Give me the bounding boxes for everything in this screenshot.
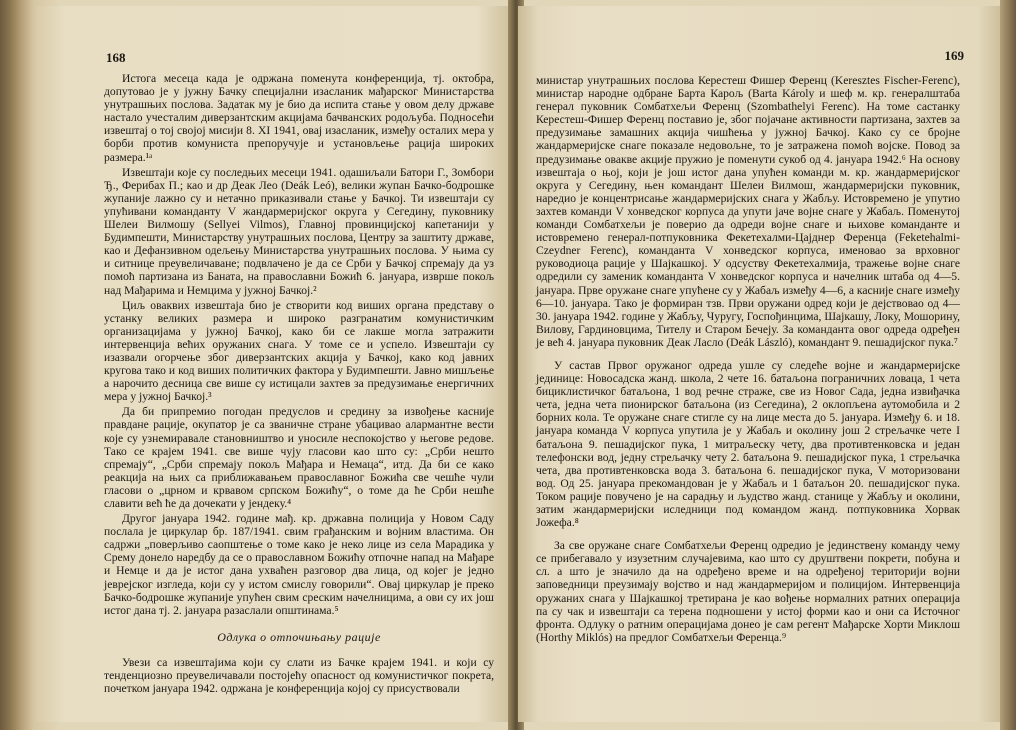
paragraph: За све оружане снаге Сомбатхељи Ференц одредио је јединствену команду чему се прибегавало у изузетним случајевима, као што су друштвени покрети, побуна и сл. а што је значило да на одређено време и на одређеној територији војни заповедници преузимају војство и над жандармеријом и полицијом. Интервенција оружаних снага у Шајкашкој третирана је као вођење нормалних ратних операција па су чак и извештаји са терена подношени у истој форми као и они са Источног фронта. Одлуку о ратним операцијама донео је сам регент Мађарске Хорти Миклош (Horthy Miklós) на предлог Сомбатхељи Ференца.⁹ bbox=[536, 539, 960, 644]
paragraph: Истога месеца када је одржана поменута конференција, тј. октобра, допутовао је у јужну Бачку специјални изасланик мађарског Министарства унутрашњих послова. Задатак му је био да испита стање у овом делу државе настало учесталим диверзантским акцијама бачванских родољуба. Подносећи извештај о тој својој мисији 8. XI 1941, овај изасланик, између осталих мера у борби против комуниста препоручује и установљење рација широких размера.¹ᵃ bbox=[104, 72, 494, 164]
right-text-column bbox=[536, 74, 960, 646]
paragraph: Другог јануара 1942. године мађ. кр. државна полиција у Новом Саду послала је циркулар бр. 187/1941. свим грађанским и војним властима. Он садржи „поверљиво саопштење о томе како је неко лице из села Марадика у Срему донело наредбу да се о православном Божићу отпочне напад на Мађаре и Немце и да је истог дана ухваћен разговор два лица, од којег је једно јеврејског изгледа, који су у истом смислу говорили“. Овај циркулар је преко Бачко-бодрошке жупаније упућен свим среским начелницима, а ови су их још истог дана тј. 2. јануара разаслали општинама.⁵ bbox=[104, 512, 494, 617]
paragraph: У састав Првог оружаног одреда ушле су следеће војне и жандармеријске јединице: Новосадска жанд. школа, 2 чете 16. батаљона пограничних ловаца, 1 чета бициклистичког батаљона, 1 вод речне страже, све из Новог Сада, једна извиђачка чета, једна чета пионирског батаљона (из Сегедина), 2 оклопљена аутомобила и 2 борних кола. Те оружане снаге стигле су на лице места до 5. јануара. Између 6. и 18. јануара команда V корпуса упутила је у Жабаљ и околину још 2 стрељачке чете I батаљона 9. пешадијског пука, 1 митраљеску чету, два противтенковска и један телефонски вод, једну стрељачку чету 2. батаљона 9. пешадијског пука, 1 стрељачка чета, два противтенковска вода 3. батаљона 6. пешадијског пука, V моторизовани вод. Од 25. јануара прекомандован је у Жабаљ и 1 батаљон 20. пешадијског пука. Током рације повучено је на сарадњу и људство жанд. станице у Жабљу и околини, затим жандармеријски иследници под командом жанд. потпуковника Хорвак Јожефа.⁸ bbox=[536, 358, 960, 530]
page-number: 168 bbox=[106, 50, 126, 65]
paragraph: министар унутрашњих послова Керестеш Фишер Ференц (Keresztes Fischer-Ferenc), министар народне одбране Барта Карољ (Barta Károly и шеф м. кр. генералштаба генерал пуковник Сомбатхељи Ференц (Szombathelyi Ferenc). На томе састанку Керестеш-Фишер Ференц поставио је, због појачане активности партизана, захтев за предузимање замашних акција чишћења у јужној Бачкој. Како су се бројне жандармеријске снаге показале недовољне, то је затражена помоћ војске. Повод за предузимање овакве акције пружио је поменути сукоб од 4. јануара 1942.⁶ На основу извештаја о њој, који је још истог дана упућен команди м. кр. жандармеријског округа у Сегедину, њен командант Шелеи Вилмош, жандармеријски пуковник, наредио је концентрисање жандармеријских снага у Жабљу. Истовремено је упутио захтев команди V хонведског корпуса да упути јаче војне снаге у Жабаљ. Поменутој команди Сомбатхељи је поверио да одреди војне снаге и њихове команданте и истовремено генерал-потпуковника Фекетехалми-Цајднер Ференца (Feketehalmi-Czeydner Ferenc), команданта V хонведског корпуса, именовао за врховног руководиоца рације у Шајкашкој. У одсуству Фекетехалмија, тражење војне снаге одредили су заменик команданта V хонведског корпуса и начелник штаба од 4—5. јануара. Прве оружане снаге упућене су у Жабаљ између 4—6, а касније снаге између 6—10. јануара. Тако је формиран тзв. Први оружани одред који је дејствовао од 4—30. јануара 1942. године у Жабљу, Чуругу, Госпођинцима, Шајкашу, Локу, Мошорину, Вилову, Гардиновцима, Тителу и Старом Бечеју. За команданта овог одреда одређен је већ 4. јануара пуковник Деак Ласло (Deák László), командант 9. пешадијског пука.⁷ bbox=[536, 74, 960, 349]
book-edge bbox=[1000, 0, 1016, 730]
right-page bbox=[518, 6, 1000, 722]
paragraph: Извештаји које су последњих месеци 1941. одашиљали Батори Г., Зомбори Ђ., Ферибах П.; као и др Деак Лео (Deák Leó), велики жупан Бачко-бодрошке жупаније лажно су и нетачно приказивали стање у Бачкој. Ти извештаји су упућивани команданту V жандармеријског округа у Сегедину, пуковнику Шелеи Вилмошу (Sellyei Vilmos), Главној провинцијској капетанији у Будимпешти, Министарству унутрашњих послова, Центру за заштиту државе, као и Дефанзивном одељењу Министарства унутрашњих послова. У њима су и ситнице преувеличаване; подвлачено је да се Срби у Бачкој спремају да уз помоћ партизана из Баната, на православни Божић 6. јануара, изврше покољ над Мађарима и Немцима у јужној Бачкој.² bbox=[104, 165, 494, 297]
page-number: 169 bbox=[944, 48, 964, 63]
section-heading: Одлука о отпочињању рације bbox=[217, 629, 381, 644]
paragraph: Увези са извештајима који су слати из Бачке крајем 1941. и који су тенденциозно преувеличавали постојећу опасност од комунистичког покрета, почетком јануара 1942. одржана је конференција којој су присуствовали bbox=[104, 655, 494, 696]
paragraph: Да би припремио погодан предуслов и средину за извођење касније правдане рације, окупатор је са званичне стране убацивао алармантне вести које су узнемиравале становништво и уносиле неспокојство у његове редове. Тако се крајем 1941. све више чују гласови као што су: „Срби нешто спремају“, „Срби спремају покољ Мађара и Немаца“, итд. Да би се како реакција на њих са приближавањем православног Божића све чешће чули гласови о „црном и крвавом српском Божићу“, о томе да ће Срби нешће славити већ ће да дочекати у јендеку.⁴ bbox=[104, 405, 494, 510]
left-text-column bbox=[104, 72, 494, 697]
paragraph: Циљ оваквих извештаја био је створити код виших органа представу о устанку великих размера и широко разгранатим комунистичким организацијама у јужној Бачкој, како би се лакше могла затражити интервенција већих оружаних снага. У томе се и успело. Извештаји су изазвали огорчење због диверзантских акција у Бачкој, како код јавних кругова тако и код виших политичких фактора у Будимпешти. Јавно мишљење а нарочито десница све више су истицали захтев за предузимање енергичних мера у јужној Бачкој.³ bbox=[104, 298, 494, 404]
left-page bbox=[36, 6, 512, 722]
